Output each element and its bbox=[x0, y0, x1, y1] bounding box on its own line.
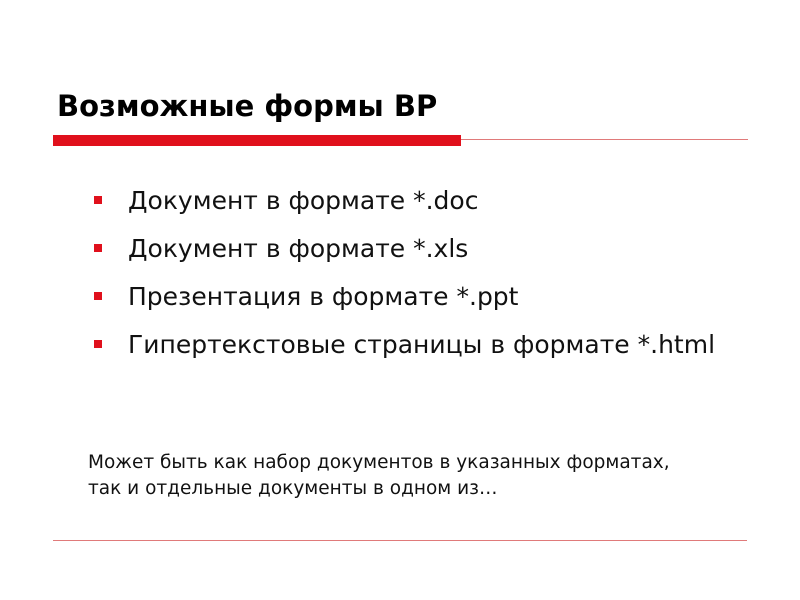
bullet-text: Документ в формате *.xls bbox=[128, 234, 469, 263]
bullet-text: Презентация в формате *.ppt bbox=[128, 282, 519, 311]
footnote-text bbox=[88, 450, 768, 502]
bullet-item-xls bbox=[94, 231, 734, 266]
square-bullet-icon bbox=[94, 340, 102, 348]
bullet-text: Гипертекстовые страницы в формате *.html bbox=[128, 330, 716, 359]
square-bullet-icon bbox=[94, 196, 102, 204]
title-underline-thin bbox=[461, 139, 748, 140]
bullet-list bbox=[94, 183, 734, 375]
bullet-item-ppt bbox=[94, 279, 734, 314]
bullet-item-html bbox=[94, 327, 734, 362]
square-bullet-icon bbox=[94, 292, 102, 300]
footnote-line-2: так и отдельные документы в одном из… bbox=[88, 478, 498, 499]
footnote-line-1: Может быть как набор документов в указанных форматах, bbox=[88, 452, 670, 473]
square-bullet-icon bbox=[94, 244, 102, 252]
title-underline-thick bbox=[53, 135, 461, 146]
bottom-divider bbox=[53, 540, 747, 541]
bullet-text: Документ в формате *.doc bbox=[128, 186, 479, 215]
slide-title: Возможные формы ВР bbox=[57, 89, 438, 123]
bullet-item-doc bbox=[94, 183, 734, 218]
